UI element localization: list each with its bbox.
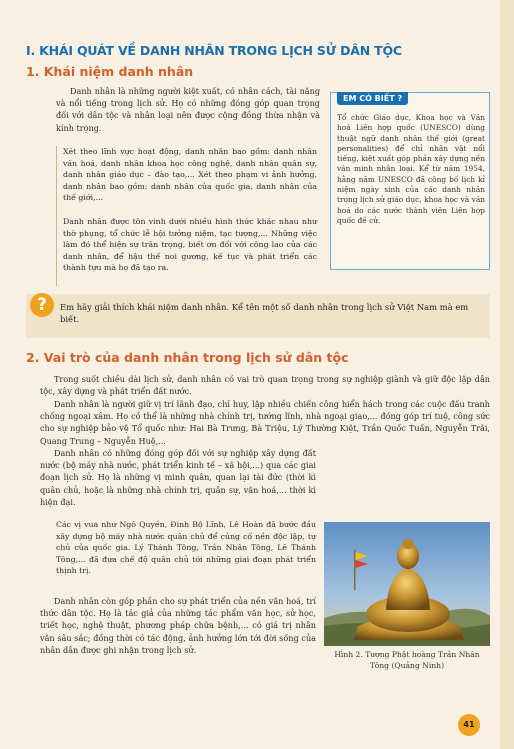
did-you-know-box xyxy=(330,92,490,270)
sub1-inset xyxy=(56,146,316,286)
sub1-inset-text-2: Danh nhân được tôn vinh dưới nhiều hình thức khác nhau như thờ phụng, tổ chức lễ hội tưởng niệm, tạc tượng,... Những việc làm đó thể hiện sự trân trọng, biết ơn đối với công lao của các danh nhân, để hậu thế noi gương, kế tục và phát triển các thành tựu mà họ đã tạo ra. xyxy=(63,217,317,273)
sub2-inset-text: Các vị vua như Ngô Quyền, Đinh Bộ Lĩnh, Lê Hoàn đã bước đầu xây dựng bộ máy nhà nước quân chủ để củng cố nền độc lập, tự chủ của quốc gia. Lý Thánh Tông, Trần Nhân Tông, Lê Thánh Tông,... đã đưa chế độ quân chủ tới những giai đoạn phát triển thịnh trị. xyxy=(56,520,316,576)
page-number: 41 xyxy=(458,714,480,736)
sub1-paragraph-1: Danh nhân là những người kiệt xuất, có nhân cách, tài năng và nổi tiếng trong lịch sử. Họ có những đóng góp quan trọng đối với dân tộc và nhân loại nên được cộng đồng thừa nhận và kính trọng. xyxy=(56,86,320,133)
sub1-inset-text-1: Xét theo lĩnh vực hoạt động, danh nhân bao gồm: danh nhân văn hoá, danh nhân khoa học công nghệ, danh nhân quân sự, danh nhân giáo dục – đào tạo,... Xét theo phạm vi ảnh hưởng, danh nhân bao gồm: danh nhân của quốc gia, danh nhân của thế giới,... xyxy=(63,147,317,203)
question-text: Em hãy giải thích khái niệm danh nhân. Kể tên một số danh nhân trong lịch sử Việt Nam mà em biết. xyxy=(60,302,469,325)
sub2-paragraph-4: Danh nhân còn góp phần cho sự phát triển của nền văn hoá, trí thức dân tộc. Họ là tác giả của những tác phẩm văn học, sử học, triết học, nghệ thuật, phương pháp chữa bệnh,... có giá trị nhân văn sâu sắc; đồng thời có tác động, ảnh hưởng lớn tới đời sống của nhân dân được ghi nhận trong lịch sử. xyxy=(40,596,316,655)
section-title: I. KHÁI QUÁT VỀ DANH NHÂN TRONG LỊCH SỬ DÂN TỘC xyxy=(26,43,402,58)
did-you-know-tag: EM CÓ BIẾT ? xyxy=(337,92,408,105)
did-you-know-text: Tổ chức Giáo dục, Khoa học và Văn hoá Liên hợp quốc (UNESCO) dùng thuật ngữ danh nhân thế giới (great personalities) để chỉ nhân vật nổi tiếng, kiệt xuất góp phần xây dựng nền văn minh nhân loại. Kể từ năm 1954, hằng năm UNESCO đã công bố lịch kỉ niệm ngày sinh của các danh nhân trong lịch sử giáo dục, khoa học và văn hoá do các nước thành viên Liên hợp quốc đề cử. xyxy=(337,113,485,225)
question-icon: ? xyxy=(30,293,54,317)
statue-photo xyxy=(324,522,490,646)
subsection-2-title: 2. Vai trò của danh nhân trong lịch sử dân tộc xyxy=(26,350,349,365)
subsection-1-title: 1. Khái niệm danh nhân xyxy=(26,64,194,79)
figure-caption: Hình 2. Tượng Phật hoàng Trần Nhân Tông (Quảng Ninh) xyxy=(334,650,480,670)
sub2-paragraph-1: Trong suốt chiều dài lịch sử, danh nhân có vai trò quan trọng trong sự nghiệp giành và giữ độc lập dân tộc, xây dựng và phát triển đất nước. xyxy=(40,374,490,397)
statue-illustration xyxy=(324,522,490,646)
sub2-paragraph-3: Danh nhân có những đóng góp đối với sự nghiệp xây dựng đất nước (bộ máy nhà nước, phát triển kinh tế – xã hội,...) qua các giai đoạn lịch sử. Họ là những vị minh quân, quan lại tài đức (thời kì quân chủ, hoặc là những nhà chính trị, quân sự, văn hoá,... thời kì hiện đại. xyxy=(40,448,316,507)
page-edge xyxy=(500,0,514,749)
sub2-paragraph-2: Danh nhân là người giữ vị trí lãnh đạo, chỉ huy, lập nhiều chiến công hiển hách trong các cuộc đấu tranh chống ngoại xâm. Họ có thể là những nhà chính trị, tướng lĩnh, nhà ngoại giao,... đóng góp trí tuệ, công sức cho sự nghiệp bảo vệ Tổ quốc như: Hai Bà Trưng, Bà Triệu, Lý Thường Kiệt, Trần Quốc Tuấn, Nguyễn Trãi, Quang Trung – Nguyễn Huệ,... xyxy=(40,399,490,446)
